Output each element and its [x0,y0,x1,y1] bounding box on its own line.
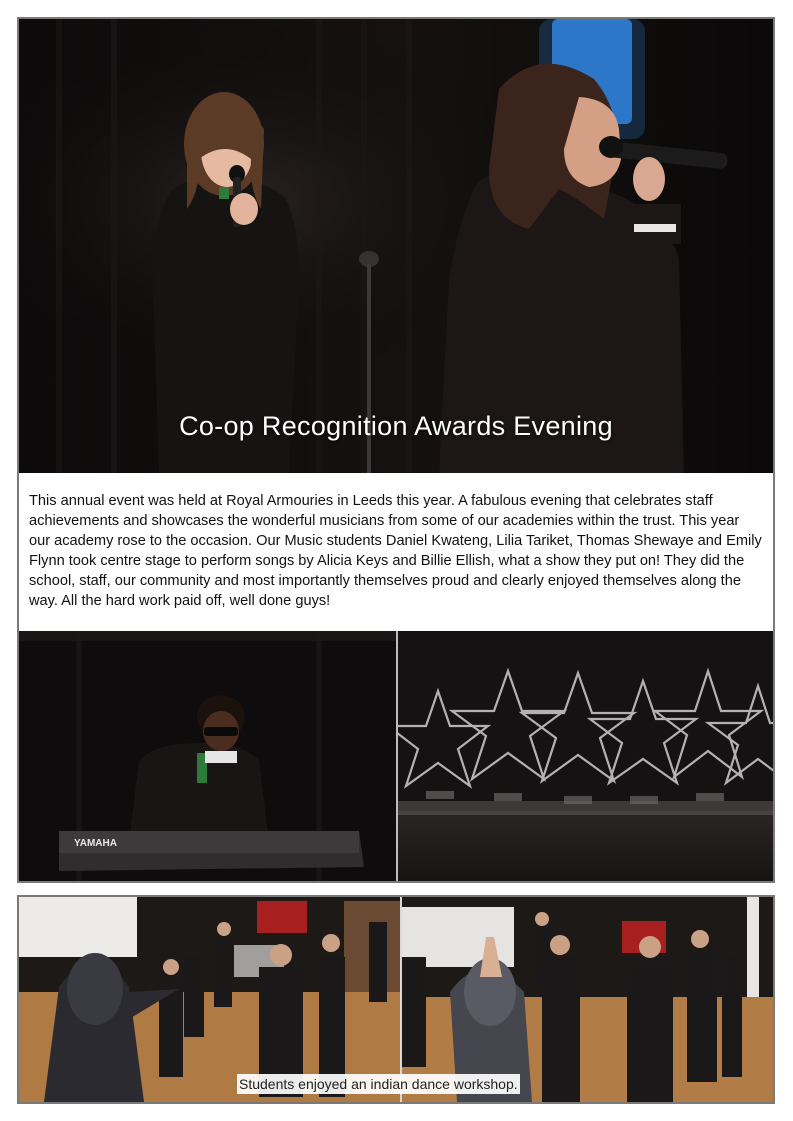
photo-caption: Students enjoyed an indian dance workshop. [239,1076,518,1092]
article-body: This annual event was held at Royal Armouries in Leeds this year. A fabulous evening that celebrates staff achievements and showcases the wonderful musicians from some of our academies within the trust. This year our academy rose to the occasion. Our Music students Daniel Kwateng, Lilia Tariket, Thomas Shewaye and Emily Flynn took centre stage to perform songs by Alicia Keys and Billie Ellish, what a show they put on! They did the school, staff, our community and most importantly themselves proud and clearly enjoyed themselves along the way. All the hard work paid off, well done guys! [29,493,762,609]
bottom-panel [17,895,775,1104]
keyboard-player-photo [19,631,396,881]
top-panel [17,17,775,883]
keyboard-photo-illustration [19,631,396,881]
keyboard-brand-label: YAMAHA [74,838,117,849]
awards-photo-illustration [398,631,773,881]
dance-left-illustration [19,897,400,1102]
hero-photo [19,19,773,473]
page-title: Co-op Recognition Awards Evening [179,411,613,441]
awards-photo [398,631,773,881]
dance-workshop-photo-left [19,897,400,1102]
hero-photo-illustration [19,19,773,473]
dance-right-illustration [402,897,773,1102]
dance-workshop-photo-right [402,897,773,1102]
